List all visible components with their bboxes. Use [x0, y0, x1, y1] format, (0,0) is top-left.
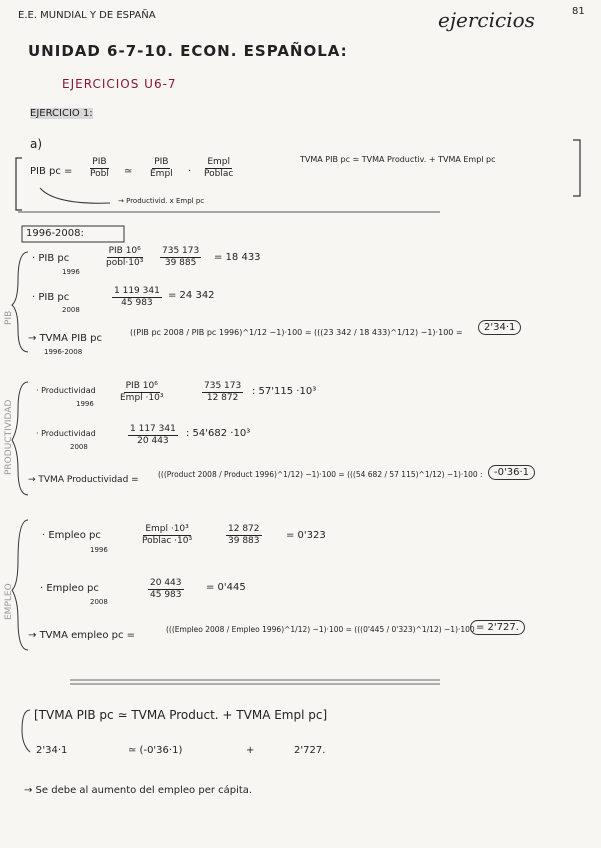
empleo-l1-label: · Empleo pc	[42, 530, 101, 541]
period-label: 1996-2008:	[26, 228, 84, 239]
formula-note: → Productivid. x Empl pc	[118, 197, 205, 205]
side-label-pib: PIB	[4, 310, 14, 325]
summary-l2c: +	[246, 745, 255, 756]
side-label-empleo: EMPLEO	[4, 583, 14, 620]
prod-l1-frac: PIB 10⁶ Empl ·10³	[120, 381, 164, 403]
pib-l2-year: 2008	[62, 306, 80, 314]
prod-l1-frac2: $\frac{735 173}{12 872}$	[204, 381, 242, 403]
pib-l3-label: → TVMA PIB pc	[28, 333, 103, 344]
part-label: a)	[30, 137, 43, 151]
pib-l2-label: · PIB pc	[32, 292, 70, 303]
pib-l1-year: 1996	[62, 268, 80, 276]
empleo-l1-frac2: $\frac{12 872}{39 883}$	[228, 524, 260, 546]
pib-l1-frac: PIB 10⁶ pobl·10³	[106, 246, 144, 268]
empleo-l3-expr: (((Empleo 2008 / Empleo 1996)^1/12) −1)·100 = (((0'445 / 0'323)^1/12) −1)·100	[166, 625, 475, 634]
prod-l2-label: · Productividad	[36, 429, 96, 438]
pib-l2-frac: $\frac{1 119 341}{45 983}$	[114, 286, 160, 308]
empleo-l3-result: = 2'727.	[470, 622, 525, 633]
unit-subtitle: EJERCICIOS U6-7	[62, 77, 177, 91]
empleo-l1-year: 1996	[90, 546, 108, 554]
course-title: E.E. MUNDIAL Y DE ESPAÑA	[18, 10, 156, 21]
summary-l2d: 2'727.	[294, 745, 326, 756]
prod-l2-year: 2008	[70, 443, 88, 451]
empleo-l2-frac: $\frac{20 443}{45 983}$	[150, 578, 182, 600]
side-label-prod: PRODUCTIVIDAD	[4, 399, 14, 475]
empleo-l2-label: · Empleo pc	[40, 583, 99, 594]
formula-eq: ≃	[124, 166, 133, 177]
section-label: ejercicios	[438, 8, 535, 32]
unit-title: UNIDAD 6-7-10. ECON. ESPAÑOLA:	[28, 42, 348, 60]
pib-l3-year: 1996-2008	[44, 348, 83, 356]
formula-dot: ·	[188, 166, 192, 177]
formula-frac3: Empl Poblac	[204, 157, 234, 179]
pib-l1-label: · PIB pc	[32, 253, 70, 264]
pib-l1-frac2: $\frac{735 173}{39 885}$	[162, 246, 200, 268]
page-number: 81	[572, 6, 585, 17]
prod-l2-result: : 54'682 ·10³	[186, 428, 251, 439]
summary-l2a: 2'34·1	[36, 745, 68, 756]
prod-l2-frac: $\frac{1 117 341}{20 443}$	[130, 424, 176, 446]
empleo-l3-label: → TVMA empleo pc =	[28, 630, 136, 641]
empleo-l2-year: 2008	[90, 598, 108, 606]
prod-l3-result: -0'36·1	[488, 467, 535, 478]
formula-tvma: TVMA PIB pc ≃ TVMA Productiv. + TVMA Empl pc	[300, 155, 496, 164]
prod-l1-result: : 57'115 ·10³	[252, 386, 317, 397]
pib-l1-result: = 18 433	[214, 252, 261, 263]
formula-frac1: PIB Pobl	[90, 157, 109, 179]
prod-l1-label: · Productividad	[36, 386, 96, 395]
prod-l3-expr: (((Product 2008 / Product 1996)^1/12) −1)·100 = (((54 682 / 57 115)^1/12) −1)·100 :	[158, 470, 483, 479]
exercise-label: EJERCICIO 1:	[30, 108, 93, 119]
pib-l3-result: 2'34·1	[478, 322, 521, 333]
formula-frac2: PIB Empl	[150, 157, 173, 179]
empleo-l1-result: = 0'323	[286, 530, 326, 541]
summary-l1: [TVMA PIB pc ≃ TVMA Product. + TVMA Empl pc]	[34, 708, 328, 722]
prod-l1-year: 1996	[76, 400, 94, 408]
prod-l3-label: → TVMA Productividad =	[28, 475, 139, 485]
summary-l3: → Se debe al aumento del empleo per cápita.	[24, 785, 253, 796]
summary-l2b: ≃ (-0'36·1)	[128, 745, 183, 756]
formula-lhs: PIB pc =	[30, 166, 73, 177]
pib-l2-result: = 24 342	[168, 290, 215, 301]
empleo-l1-frac: Empl ·10³ Poblac ·10³	[142, 524, 193, 546]
empleo-l2-result: = 0'445	[206, 582, 246, 593]
pib-l3-expr: ((PIB pc 2008 / PIB pc 1996)^1/12 −1)·100 = (((23 342 / 18 433)^1/12) −1)·100 =	[130, 328, 463, 337]
